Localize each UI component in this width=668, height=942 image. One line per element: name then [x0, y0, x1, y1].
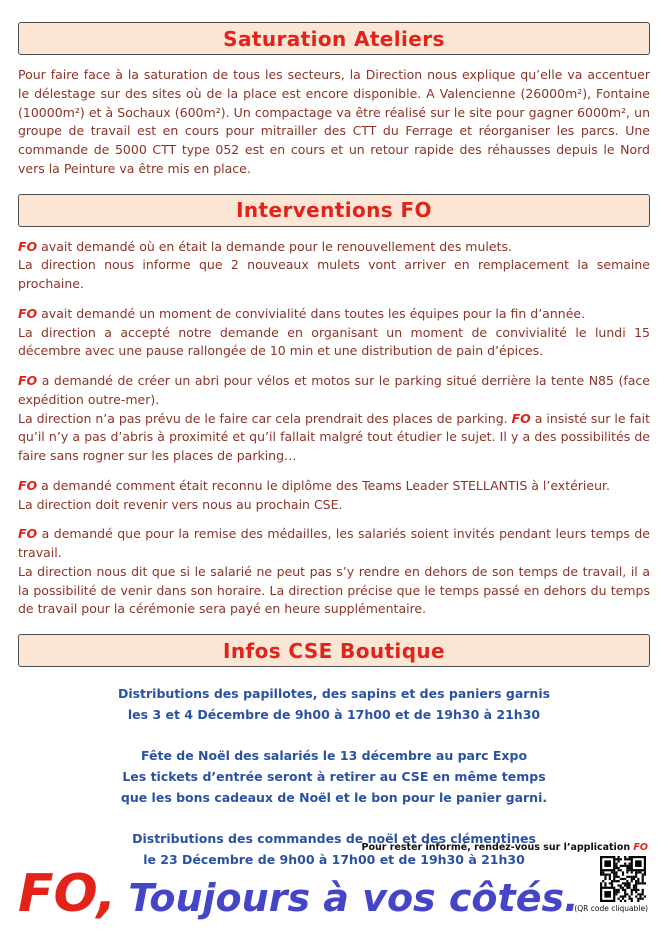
- app-note: [362, 842, 649, 853]
- boutique-line: Les tickets d’entrée seront à retirer au CSE en même temps: [122, 768, 546, 784]
- intervention-item-3: [18, 372, 650, 466]
- question-text: a demandé de créer un abri pour vélos et motos sur le parking situé derrière la tente N85 (face expédition outre-mer).: [18, 373, 650, 407]
- intervention-question: [18, 372, 650, 410]
- answer-text: a insisté sur le fait qu’il n’y a pas d’abris à proximité et qu’il fallait malgré tout étudier le sujet. Il y a des possibilités de faire sans rogner sur les places de parking…: [18, 410, 651, 463]
- boutique-line: Distributions des commandes de noël et des clémentines: [132, 831, 536, 847]
- intervention-question: [18, 238, 650, 257]
- section-title-boutique: Infos CSE Boutique: [222, 638, 446, 663]
- intervention-item-1: [18, 238, 650, 294]
- intervention-answer: La direction nous informe que 2 nouveaux mulets vont arriver en remplacement la semaine prochaine.: [18, 257, 650, 291]
- slogan-fo: FO,: [18, 864, 117, 924]
- intervention-answer: La direction doit revenir vers nous au prochain CSE.: [18, 496, 343, 512]
- fo-label: FO: [18, 305, 38, 321]
- intervention-question: [18, 525, 650, 563]
- fo-label: FO: [18, 238, 38, 254]
- intervention-answer: La direction a accepté notre demande en organisant un moment de convivialité le lundi 15 décembre avec une pause rallongée de 10 min et une distribution de pain d’épices.: [18, 324, 650, 359]
- fo-label: FO: [633, 842, 648, 853]
- question-text: avait demandé un moment de convivialité dans toutes les équipes pour la fin d’année.: [37, 305, 586, 321]
- boutique-line: le 23 Décembre de 9h00 à 17h00 et de 19h30 à 21h30: [143, 851, 525, 867]
- boutique-line: que les bons cadeaux de Noël et le bon pour le panier garni.: [120, 789, 548, 805]
- intervention-item-4: [18, 477, 650, 515]
- qr-caption: (QR code cliquable): [574, 904, 648, 913]
- intervention-answer: [18, 410, 650, 466]
- section-header-saturation: [18, 22, 650, 55]
- fo-label: FO: [511, 410, 531, 426]
- fo-label: FO: [18, 477, 38, 493]
- section-boutique: [18, 634, 650, 870]
- qr-code[interactable]: [600, 856, 646, 902]
- app-note-text: Pour rester informé, rendez-vous sur l’application: [361, 842, 634, 853]
- boutique-block-1: [18, 684, 650, 725]
- boutique-line: Fête de Noël des salariés le 13 décembre au parc Expo: [140, 748, 528, 764]
- question-text: a demandé comment était reconnu le diplôme des Teams Leader STELLANTIS à l’extérieur.: [37, 477, 610, 493]
- boutique-line: Distributions des papillotes, des sapins et des paniers garnis: [117, 686, 551, 701]
- question-text: a demandé que pour la remise des médailles, les salariés soient invités pendant leurs temps de travail.: [18, 526, 650, 560]
- section-title-interventions: Interventions FO: [236, 198, 432, 222]
- intervention-item-2: [18, 305, 650, 361]
- question-text: avait demandé où en était la demande pour le renouvellement des mulets.: [37, 238, 512, 254]
- section-title-saturation: Saturation Ateliers: [223, 26, 445, 51]
- slogan: [18, 864, 578, 924]
- qr-pattern: [600, 856, 646, 902]
- intervention-question: [18, 477, 650, 496]
- intervention-question: [18, 305, 650, 324]
- fo-label: FO: [18, 373, 38, 388]
- slogan-text: Toujours à vos côtés.: [128, 876, 579, 920]
- intervention-answer: La direction nous dit que si le salarié ne peut pas s’y rendre en dehors de son temps de travail, il a la possibilité de venir dans son horaire. La direction précise que le temps passé en dehors du temps de travail pour la cérémonie sera payé en heure supplémentaire.: [18, 563, 650, 617]
- fo-label: FO: [18, 526, 38, 542]
- footer: [18, 842, 650, 936]
- saturation-paragraph: Pour faire face à la saturation de tous les secteurs, la Direction nous explique qu’elle va accentuer le délestage sur des sites où de la place est encore disponible. A Valencienne (26000m²), Fontaine (10000m²) et à Sochaux (600m²). Un compactage va être réalisé sur le site pour gagner 6000m², un groupe de travail est en cours pour mitrailler des CTT du Ferrage et réorganiser les parcs. Une commande de 5000 CTT type 052 est en cours et un retour rapide des réhausses depuis le Nord vers la Peinture va être mis en place.: [18, 67, 650, 176]
- boutique-block-2: [18, 746, 650, 808]
- intervention-item-5: [18, 525, 650, 619]
- boutique-line: les 3 et 4 Décembre de 9h00 à 17h00 et de 19h30 à 21h30: [127, 706, 541, 722]
- section-interventions: [18, 194, 650, 620]
- section-header-boutique: [18, 634, 650, 667]
- section-header-interventions: [18, 194, 650, 227]
- section-saturation: [18, 22, 650, 179]
- answer-text: La direction n’a pas prévu de le faire car cela prendrait des places de parking.: [18, 410, 512, 426]
